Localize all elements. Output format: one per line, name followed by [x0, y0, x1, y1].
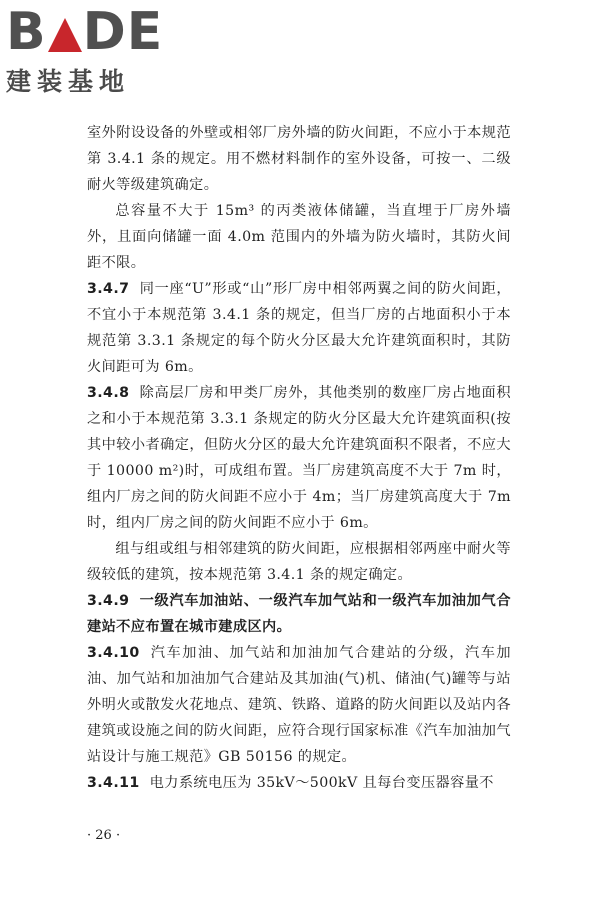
paragraph-text: 同一座“U”形或“山”形厂房中相邻两翼之间的防火间距，不宜小于本规范第 3.4.1 条的规定，但当厂房的占地面积小于本规范第 3.3.1 条规定的每个防火分区最大允许建筑面积时，其防火间距可为 6m。: [87, 281, 511, 375]
clause-number: 3.4.10: [87, 645, 140, 661]
logo-subtitle: 建装基地: [6, 67, 131, 96]
paragraph-p5: [87, 536, 511, 588]
paragraph-p7: [87, 640, 511, 770]
clause-number: 3.4.8: [87, 385, 130, 401]
logo-wordmark: [6, 4, 176, 60]
paragraph-p4: [87, 380, 511, 536]
paragraph-text: 总容量不大于 15m³ 的丙类液体储罐，当直埋于厂房外墙外，且面向储罐一面 4.0m 范围内的外墙为防火墙时，其防火间距不限。: [87, 203, 511, 271]
paragraph-p8: [87, 770, 511, 796]
paragraph-text: 组与组或组与相邻建筑的防火间距，应根据相邻两座中耐火等级较低的建筑，按本规范第 3.4.1 条的规定确定。: [87, 541, 511, 583]
paragraph-text: 一级汽车加油站、一级汽车加气站和一级汽车加油加气合建站不应布置在城市建成区内。: [87, 593, 511, 635]
logo-triangle-icon: [48, 18, 82, 52]
logo-letters-before: B: [6, 2, 47, 62]
clause-number: 3.4.9: [87, 593, 130, 609]
paragraph-p2: [87, 198, 511, 276]
document-body: [87, 120, 511, 796]
clause-number: 3.4.7: [87, 281, 130, 297]
bade-logo: [6, 4, 176, 94]
paragraph-text: 汽车加油、加气站和加油加气合建站的分级，汽车加油、加气站和加油加气合建站及其加油(气)机、储油(气)罐等与站外明火或散发火花地点、建筑、铁路、道路的防火间距以及站内各建筑或设施之间的防火间距，应符合现行国家标准《汽车加油加气站设计与施工规范》GB 50156 的规定。: [87, 645, 511, 765]
paragraph-text: 除高层厂房和甲类厂房外，其他类别的数座厂房占地面积之和小于本规范第 3.3.1 条规定的防火分区最大允许建筑面积(按其中较小者确定，但防火分区的最大允许建筑面积不限者，不应大于 10000 m²)时，可成组布置。当厂房建筑高度不大于 7m 时，组内厂房之间的防火间距不应小于 4m；当厂房建筑高度大于 7m 时，组内厂房之间的防火间距不应小于 6m。: [87, 385, 511, 531]
paragraph-text: 室外附设设备的外壁或相邻厂房外墙的防火间距，不应小于本规范第 3.4.1 条的规定。用不燃材料制作的室外设备，可按一、二级耐火等级建筑确定。: [87, 125, 511, 193]
paragraph-text: 电力系统电压为 35kV～500kV 且每台变压器容量不: [149, 775, 494, 791]
clause-number: 3.4.11: [87, 775, 140, 791]
logo-letters-after: DE: [82, 2, 164, 62]
page-number: · 26 ·: [87, 828, 121, 843]
paragraph-p6: [87, 588, 511, 640]
paragraph-p1: [87, 120, 511, 198]
paragraph-p3: [87, 276, 511, 380]
